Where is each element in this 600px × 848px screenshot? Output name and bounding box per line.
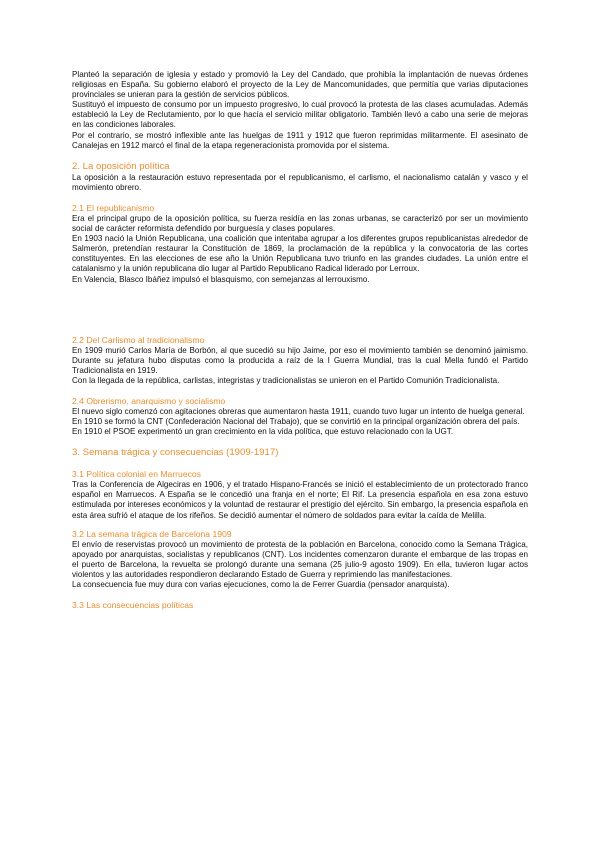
section-barcelona-1909	[72, 529, 528, 590]
paragraph: El envío de reservistas provocó un movimiento de protesta de la población en Barcelona, conocido como la Semana Trágica, apoyado por anarquistas, socialistas y republicanos (CNT). Los incidentes comenzaron durante el embarque de las tropas en el puerto de Barcelona, la revuelta se prolongó durante una semana (25 julio-9 agosto 1909). En ella, tuvieron lugar actos violentos y las autoridades respondieron declarando Estado de Guerra y reprimiendo las manifestaciones.	[72, 539, 528, 579]
paragraph: En Valencia, Blasco Ibáñez impulsó el blasquismo, con semejanzas al lerrouxismo.	[72, 274, 370, 284]
paragraph: Tras la Conferencia de Algeciras en 1906, y el tratado Hispano-Francés se inició el establecimiento de un protectorado franco español en Marruecos. A España se le concedió una franja en el norte; El Rif. La presencia española en esa zona estuvo estimulada por intereses económicos y la voluntad de restaurar el prestigio del ejército. Sin embargo, la presencia española en esta área sufrió el ataque de los rifeños. Se decidió aumentar el número de soldados para evitar la caída de Melilla.	[72, 480, 528, 520]
section-heading: 2. La oposición política	[72, 160, 170, 172]
paragraph: Era el principal grupo de la oposición política, su fuerza residía en las zonas urbanas, se caracterizó por ser un movimiento social de carácter reformista defendido por burguesía y clases populares.	[72, 213, 528, 234]
subsection-heading: 2.4 Obrerismo, anarquismo y socialismo	[72, 395, 226, 406]
section-opposition	[72, 161, 528, 193]
paragraph: En 1910 se formó la CNT (Confederación Nacional del Trabajo), que se convirtió en la principal organización obrera del país.	[72, 417, 520, 427]
subsection-heading: 3.2 La semana trágica de Barcelona 1909	[72, 528, 232, 539]
section-carlism	[72, 335, 528, 386]
paragraph: Por el contrario, se mostró inflexible ante las huelgas de 1911 y 1912 que fueron reprimidas militarmente. El asesinato de Canalejas en 1912 marcó el final de la etapa regeneracionista promovida por el sistema.	[72, 130, 528, 150]
paragraph: Con la llegada de la república, carlistas, integristas y tradicionalistas se unieron en el Partido Comunión Tradicionalista.	[72, 375, 500, 385]
paragraph: Planteó la separación de iglesia y estado y promovió la Ley del Candado, que prohibía la implantación de nuevas órdenes religiosas en España. Su gobierno elaboró el proyecto de la Ley de Mancomunidades, que permitía que varias diputaciones provinciales se unieran para la gestión de servicios públicos.	[72, 70, 528, 100]
subsection-heading: 2.1 El republicanismo	[72, 202, 155, 213]
section-tragic-week	[72, 447, 528, 459]
paragraph: Sustituyó el impuesto de consumo por un impuesto progresivo, lo cual provocó la protesta de las clases acumuladas. Además estableció la Ley de Reclutamiento, por lo que hacía el servicio militar obligatorio. También llevó a cabo una serie de mejoras en las condiciones laborales.	[72, 100, 528, 130]
subsection-heading: 3.3 Las consecuencias políticas	[72, 600, 194, 611]
subsection-heading: 3.1 Política colonial en Marruecos	[72, 469, 201, 480]
section-workers-movement	[72, 396, 528, 437]
paragraph: En 1903 nació la Unión Republicana, una coalición que intentaba agrupar a los diferentes grupos republicanistas alrededor de Salmerón, pretendían restaurar la Constitución de 1869, la proclamación de la república y la convocatoria de las cortes constituyentes. En las elecciones de ese año la Unión Republicana tuvo triunfo en las grandes ciudades. La unión entre el catalanismo y la unión republicana dio lugar al Partido Republicano Radical liderado por Lerroux.	[72, 234, 528, 274]
paragraph: En 1909 murió Carlos María de Borbón, al que sucedió su hijo Jaime, por eso el movimiento también se denominó jaimismo. Durante su jefatura hubo disputas como la producida a raíz de la I Guerra Mundial, tras la cual Mella fundó el Partido Tradicionalista en 1919.	[72, 345, 528, 375]
intro-section	[72, 70, 528, 151]
document-page	[72, 70, 528, 611]
paragraph: La consecuencia fue muy dura con varias ejecuciones, como la de Ferrer Guardia (pensador anarquista).	[72, 580, 450, 589]
subsection-heading: 2.2 Del Carlismo al tradicionalismo	[72, 334, 205, 345]
paragraph: El nuevo siglo comenzó con agitaciones obreras que aumentaron hasta 1911, cuando tuvo lugar un intento de huelga general.	[72, 406, 525, 416]
paragraph: En 1910 el PSOE experimentó un gran crecimiento en la vida política, que estuvo relacionado con la UGT.	[72, 427, 454, 437]
paragraph: La oposición a la restauración estuvo representada por el republicanismo, el carlismo, el nacionalismo catalán y vasco y el movimiento obrero.	[72, 172, 528, 192]
section-republicanism	[72, 203, 528, 285]
section-heading: 3. Semana trágica y consecuencias (1909-1917)	[72, 447, 279, 459]
section-political-consequences	[72, 600, 528, 611]
section-morocco-policy	[72, 469, 528, 520]
